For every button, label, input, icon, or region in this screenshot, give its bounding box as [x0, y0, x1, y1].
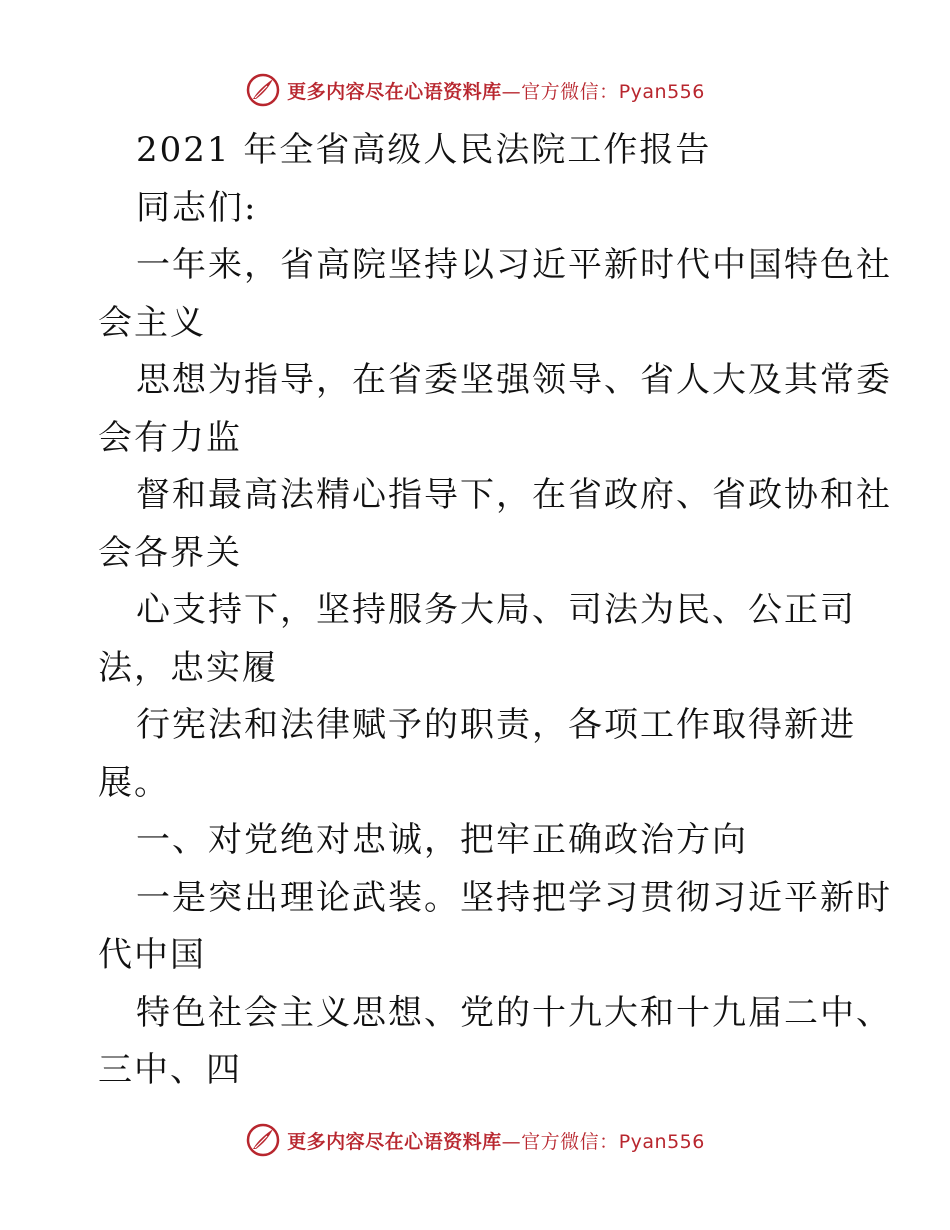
document-line: 行宪法和法律赋予的职责，各项工作取得新进 — [136, 705, 856, 745]
document-line: 一、对党绝对忠诚，把牢正确政治方向 — [136, 820, 748, 860]
quill-logo-icon — [245, 72, 281, 108]
watermark-sub: 官方微信： — [521, 1130, 619, 1153]
document-line: 督和最高法精心指导下，在省政府、省政协和社 — [136, 475, 892, 515]
watermark-main: 更多内容尽在心语资料库 — [287, 1130, 502, 1153]
document-line: 代中国 — [98, 935, 206, 975]
header-watermark — [0, 70, 950, 110]
document-body — [98, 122, 892, 1100]
document-line: 2021 年全省高级人民法院工作报告 — [136, 130, 712, 170]
document-line: 三中、四 — [98, 1050, 242, 1090]
watermark-sub: 官方微信： — [521, 80, 619, 103]
document-line: 一年来，省高院坚持以习近平新时代中国特色社 — [136, 245, 892, 285]
document-line: 思想为指导，在省委坚强领导、省人大及其常委 — [136, 360, 892, 400]
document-line: 一是突出理论武装。坚持把学习贯彻习近平新时 — [136, 877, 892, 918]
document-line: 会各界关 — [98, 532, 242, 573]
document-line: 法，忠实履 — [98, 647, 278, 688]
document-line: 展。 — [98, 762, 170, 803]
watermark-dash: — — [501, 80, 522, 103]
watermark-dash: — — [501, 1130, 522, 1153]
watermark-main: 更多内容尽在心语资料库 — [287, 80, 502, 103]
document-line: 特色社会主义思想、党的十九大和十九届二中、 — [136, 992, 892, 1033]
quill-logo-icon — [245, 1122, 281, 1158]
footer-watermark — [0, 1120, 950, 1160]
watermark-id: Pyan556 — [618, 1130, 705, 1153]
document-line: 会有力监 — [98, 417, 242, 458]
document-line: 会主义 — [98, 302, 206, 343]
document-line: 心支持下，坚持服务大局、司法为民、公正司 — [136, 590, 856, 630]
watermark-text — [287, 77, 705, 104]
watermark-id: Pyan556 — [618, 80, 705, 103]
watermark-text — [287, 1127, 705, 1154]
document-line: 同志们: — [136, 187, 258, 228]
